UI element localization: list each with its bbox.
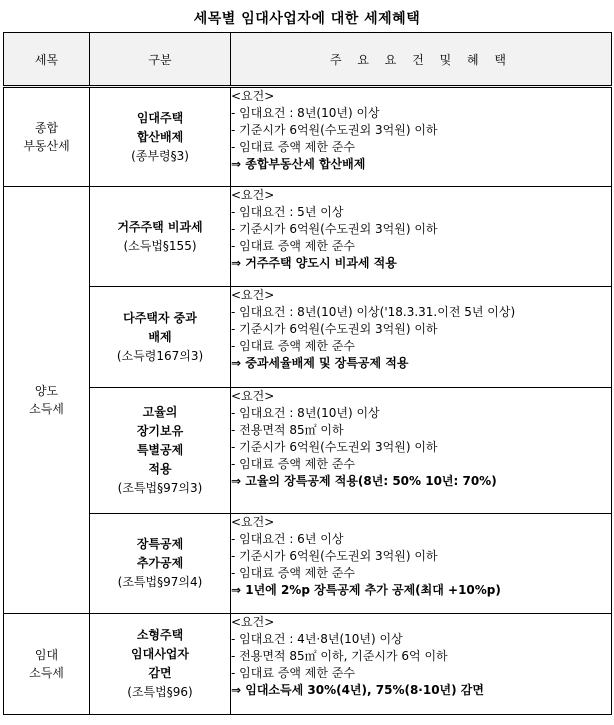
benefit-line: ⇒ 1년에 2%p 장특공제 추가 공제(최대 +10%p): [231, 583, 501, 597]
requirement-item: - 기준시가 6억원(수도권외 3억원) 이하: [231, 322, 438, 336]
tax-type-line: 임대: [34, 648, 59, 662]
requirement-item: - 임대료 증액 제한 준수: [231, 666, 355, 680]
requirement-item: - 임대료 증액 제한 준수: [231, 566, 355, 580]
tax-type-cell: [4, 187, 90, 614]
requirement-item: - 임대료 증액 제한 준수: [231, 457, 355, 471]
requirements-cell: [231, 187, 612, 287]
table-row: [4, 514, 612, 614]
category-cell: [90, 614, 231, 715]
category-line: 소형주택: [136, 628, 184, 642]
table-row: [4, 87, 612, 187]
category-line: 합산배제: [136, 129, 184, 144]
category-line: 임대주택: [136, 110, 184, 125]
category-cell: [90, 87, 231, 187]
category-line: 추가공제: [136, 556, 184, 570]
category-cell: [90, 187, 231, 287]
category-line: 장특공제: [136, 537, 184, 551]
requirement-item: - 전용면적 85㎡ 이하, 기준시가 6억 이하: [231, 649, 448, 663]
category-line: 장기보유: [136, 424, 184, 438]
requirements-cell: [231, 388, 612, 514]
requirements-heading: <요건>: [231, 389, 275, 403]
table-row: [4, 388, 612, 514]
requirements-heading: <요건>: [231, 515, 275, 529]
header-tax-type: 세목: [4, 33, 90, 87]
requirements-heading: <요건>: [231, 615, 275, 629]
header-requirements: 주 요 요 건 및 혜 택: [231, 33, 612, 87]
tax-type-line: 부동산세: [23, 139, 70, 153]
category-cell: [90, 287, 231, 388]
category-line: 거주주택 비과세: [117, 219, 203, 234]
table-row: [4, 187, 612, 287]
tax-type-line: 종합: [34, 121, 59, 135]
requirements-heading: <요건>: [231, 288, 275, 302]
benefit-line: ⇒ 임대소득세 30%(4년), 75%(8·10년) 감면: [231, 683, 484, 697]
page-title: 세목별 임대사업자에 대한 세제혜택: [193, 11, 421, 27]
header-category: 구분: [90, 33, 231, 87]
tax-type-cell: [4, 87, 90, 187]
requirement-item: - 기준시가 6억원(수도권외 3억원) 이하: [231, 123, 438, 137]
law-reference: (소득법§155): [123, 238, 197, 253]
tax-benefit-table: [3, 32, 612, 715]
requirement-item: - 기준시가 6억원(수도권외 3억원) 이하: [231, 440, 438, 454]
requirement-item: - 전용면적 85㎡ 이하: [231, 423, 344, 437]
table-row: [4, 287, 612, 388]
category-line: 특별공제: [136, 443, 184, 457]
requirements-cell: [231, 614, 612, 715]
benefit-line: ⇒ 거주주택 양도시 비과세 적용: [231, 256, 397, 270]
law-reference: (조특법§96): [127, 685, 193, 699]
benefit-line: ⇒ 고율의 장특공제 적용(8년: 50% 10년: 70%): [231, 474, 497, 488]
tax-type-line: 양도: [34, 384, 59, 398]
category-line: 다주택자 중과: [123, 310, 197, 325]
law-reference: (조특법§97의3): [117, 481, 203, 495]
tax-type-line: 소득세: [29, 666, 64, 680]
category-line: 배제: [148, 329, 172, 344]
tax-type-line: 소득세: [29, 402, 64, 416]
requirement-item: - 임대료 증액 제한 준수: [231, 339, 355, 353]
table-row: [4, 614, 612, 715]
requirements-cell: [231, 287, 612, 388]
requirement-item: - 임대요건 : 8년(10년) 이상: [231, 406, 380, 420]
requirements-heading: <요건>: [231, 188, 275, 202]
requirement-item: - 임대요건 : 6년 이상: [231, 532, 344, 546]
law-reference: (소득령167의3): [116, 348, 204, 363]
requirement-item: - 기준시가 6억원(수도권외 3억원) 이하: [231, 549, 438, 563]
requirements-heading: <요건>: [231, 89, 275, 103]
category-cell: [90, 388, 231, 514]
category-line: 감면: [148, 666, 172, 680]
requirement-item: - 임대료 증액 제한 준수: [231, 140, 355, 154]
requirement-item: - 임대요건 : 8년(10년) 이상: [231, 106, 380, 120]
category-line: 고율의: [142, 405, 178, 419]
category-cell: [90, 514, 231, 614]
law-reference: (종부령§3): [131, 148, 189, 163]
requirement-item: - 임대요건 : 8년(10년) 이상('18.3.31.이전 5년 이상): [231, 305, 516, 319]
requirement-item: - 임대료 증액 제한 준수: [231, 239, 355, 253]
category-line: 적용: [148, 462, 172, 476]
category-line: 임대사업자: [131, 647, 189, 661]
requirement-item: - 임대요건 : 4년·8년(10년) 이상: [231, 632, 403, 646]
header-row: [4, 33, 612, 87]
law-reference: (조특법§97의4): [117, 575, 203, 589]
benefit-line: ⇒ 중과세율배제 및 장특공제 적용: [231, 356, 409, 370]
requirements-cell: [231, 87, 612, 187]
requirement-item: - 임대요건 : 5년 이상: [231, 205, 344, 219]
requirements-cell: [231, 514, 612, 614]
benefit-line: ⇒ 종합부동산세 합산배제: [231, 157, 366, 171]
tax-type-cell: [4, 614, 90, 715]
requirement-item: - 기준시가 6억원(수도권외 3억원) 이하: [231, 222, 438, 236]
